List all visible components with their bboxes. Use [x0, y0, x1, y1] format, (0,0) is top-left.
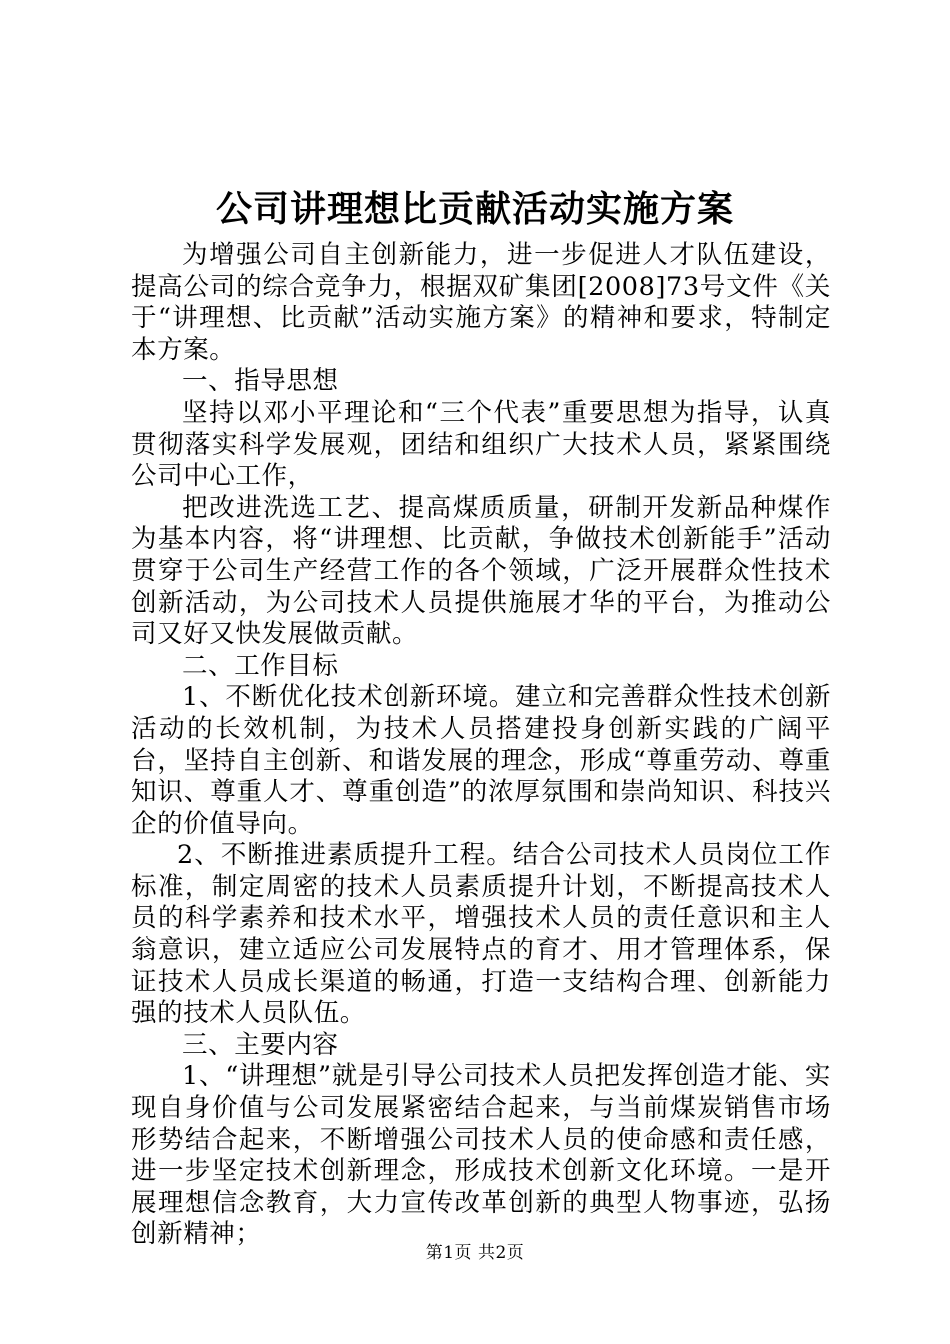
work-goal-item-2: 2、不断推进素质提升工程。结合公司技术人员岗位工作标准，制定周密的技术人员素质提升计划，不断提高技术人员的科学素养和技术水平，增强技术人员的责任意识和主人翁意识，建立适应公司发展特点的育才、用才管理体系，保证技术人员成长渠道的畅通，打造一支结构合理、创新能力强的技术人员队伍。 — [131, 840, 831, 1029]
main-content-item-1: 1、“讲理想”就是引导公司技术人员把发挥创造才能、实现自身价值与公司发展紧密结合起来，与当前煤炭销售市场形势结合起来，不断增强公司技术人员的使命感和责任感，进一步坚定技术创新理念，形成技术创新文化环境。一是开展理想信念教育，大力宣传改革创新的典型人物事迹，弘扬创新精神； — [131, 1061, 831, 1250]
document-body — [131, 240, 831, 1251]
section-heading-main-content: 三、主要内容 — [182, 1029, 339, 1060]
guiding-thought-paragraph-2: 把改进洗选工艺、提高煤质质量，研制开发新品种煤作为基本内容，将“讲理想、比贡献，争做技术创新能手”活动贯穿于公司生产经营工作的各个领域，广泛开展群众性技术创新活动，为公司技术人员提供施展才华的平台，为推动公司又好又快发展做贡献。 — [131, 492, 831, 650]
section-heading-work-goals: 二、工作目标 — [182, 650, 339, 681]
intro-paragraph: 为增强公司自主创新能力，进一步促进人才队伍建设，提高公司的综合竞争力，根据双矿集团[2008]73号文件《关于“讲理想、比贡献”活动实施方案》的精神和要求，特制定本方案。 — [131, 240, 831, 365]
work-goal-item-1: 1、不断优化技术创新环境。建立和完善群众性技术创新活动的长效机制，为技术人员搭建投身创新实践的广阔平台，坚持自主创新、和谐发展的理念，形成“尊重劳动、尊重知识、尊重人才、尊重创造”的浓厚氛围和崇尚知识、科技兴企的价值导向。 — [131, 682, 831, 839]
document-title: 公司讲理想比贡献活动实施方案 — [215, 188, 734, 230]
section-heading-guiding-thought: 一、指导思想 — [182, 366, 339, 397]
page-number-footer: 第1页 共2页 — [425, 1243, 525, 1263]
guiding-thought-paragraph-1: 坚持以邓小平理论和“三个代表”重要思想为指导，认真贯彻落实科学发展观，团结和组织广大技术人员，紧紧围绕公司中心工作， — [131, 397, 831, 492]
